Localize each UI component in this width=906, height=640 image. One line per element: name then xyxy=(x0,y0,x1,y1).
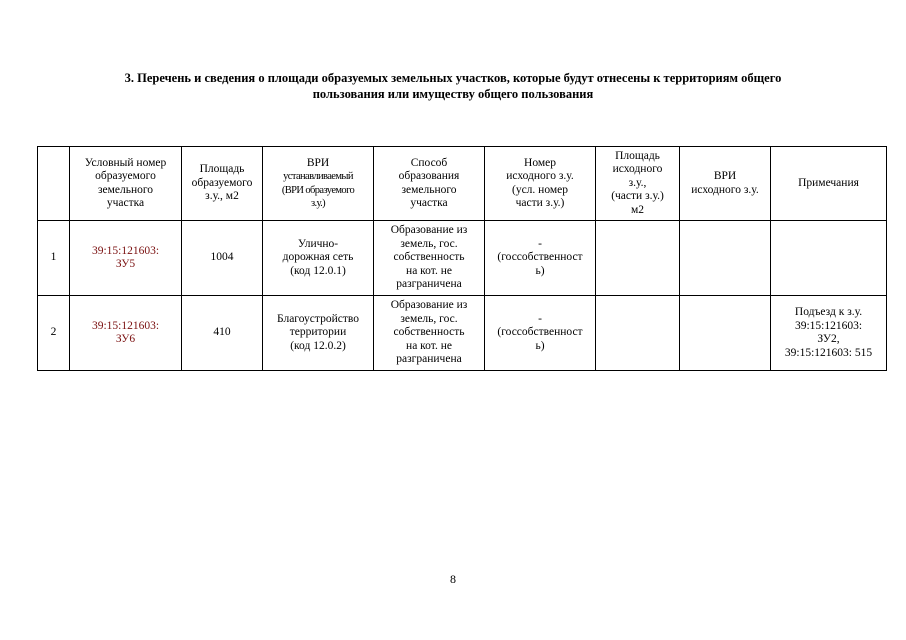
cell-notes xyxy=(771,221,887,296)
cell-vri: Улично- дорожная сеть (код 12.0.1) xyxy=(263,221,374,296)
header-num xyxy=(38,147,70,221)
header-conditional-number: Условный номер образуемого земельного участка xyxy=(70,147,182,221)
section-heading-line-2: пользования или имуществу общего пользования xyxy=(312,87,594,101)
land-plots-table xyxy=(37,146,887,371)
cell-area: 410 xyxy=(182,296,263,371)
cell-vri: Благоустройство территории (код 12.0.2) xyxy=(263,296,374,371)
cell-num: 2 xyxy=(38,296,70,371)
cell-source-area xyxy=(596,221,680,296)
header-notes: Примечания xyxy=(771,147,887,221)
cell-source-area xyxy=(596,296,680,371)
table-header-row xyxy=(38,147,887,221)
header-source-vri: ВРИ исходного з.у. xyxy=(680,147,771,221)
section-heading-line-1: 3. Перечень и сведения о площади образуемых земельных участков, которые будут отнесены к территориям общего xyxy=(124,71,782,85)
header-source-area: Площадь исходного з.у., (части з.у.) м2 xyxy=(596,147,680,221)
header-area: Площадь образуемого з.у., м2 xyxy=(182,147,263,221)
cell-area: 1004 xyxy=(182,221,263,296)
table-row xyxy=(38,221,887,296)
header-source-number: Номер исходного з.у. (усл. номер части з.у.) xyxy=(485,147,596,221)
cell-formation-method: Образование из земель, гос. собственность на кот. не разграничена xyxy=(374,221,485,296)
cell-formation-method: Образование из земель, гос. собственность на кот. не разграничена xyxy=(374,296,485,371)
header-vri: ВРИ устанавливаемый (ВРИ образуемого з.у.) xyxy=(263,147,374,221)
cell-source-vri xyxy=(680,221,771,296)
cell-conditional-number: 39:15:121603: ЗУ6 xyxy=(70,296,182,371)
section-heading xyxy=(40,70,866,102)
cell-num: 1 xyxy=(38,221,70,296)
cell-notes: Подъезд к з.у. 39:15:121603: ЗУ2, 39:15:121603: 515 xyxy=(771,296,887,371)
cell-source-number: - (госсобственност ь) xyxy=(485,221,596,296)
cell-source-number: - (госсобственност ь) xyxy=(485,296,596,371)
cell-source-vri xyxy=(680,296,771,371)
header-formation-method: Способ образования земельного участка xyxy=(374,147,485,221)
page-number: 8 xyxy=(450,572,456,586)
table-row xyxy=(38,296,887,371)
cell-conditional-number: 39:15:121603: ЗУ5 xyxy=(70,221,182,296)
